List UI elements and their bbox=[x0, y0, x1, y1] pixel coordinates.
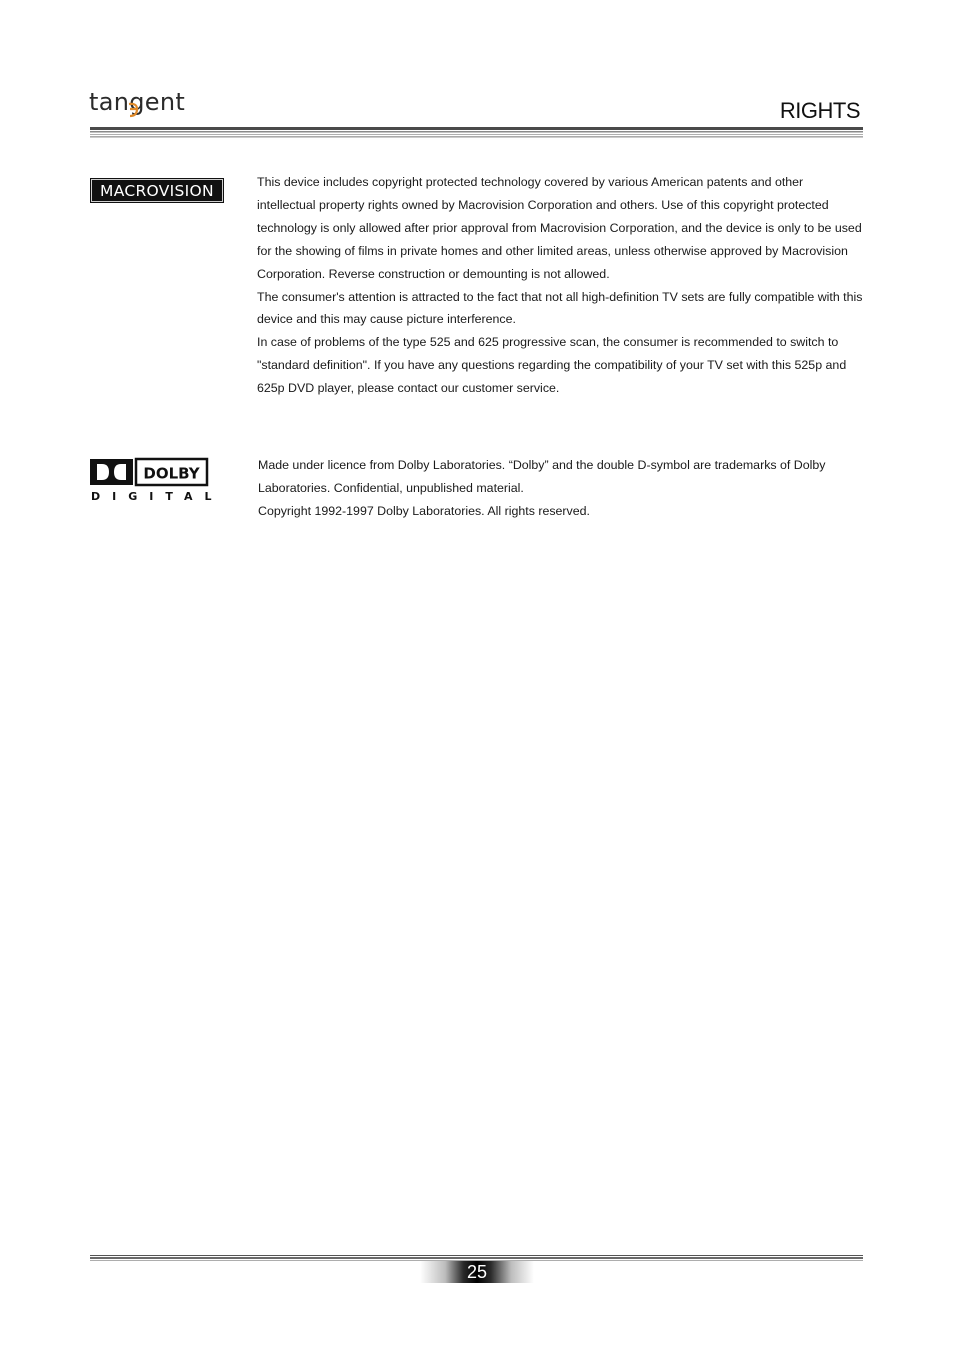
dolby-logo-word: DOLBY bbox=[143, 464, 200, 483]
macrovision-paragraph: The consumer's attention is attracted to the fact that not all high-definition TV sets are fully compatible with this device and this may cause picture interference. bbox=[257, 289, 863, 327]
macrovision-notice bbox=[257, 171, 865, 400]
brand-name: tangent bbox=[89, 88, 186, 116]
page-number: 25 bbox=[466, 1262, 488, 1282]
macrovision-logo bbox=[90, 178, 224, 208]
macrovision-paragraph: In case of problems of the type 525 and 625 progressive scan, the consumer is recommended to switch to "standard definition". If you have any questions regarding the compatibility of your TV set with this 525p and 625p DVD player, please contact our customer service. bbox=[257, 335, 847, 396]
page-number-badge bbox=[420, 1261, 534, 1283]
dolby-digital-logo bbox=[90, 458, 224, 507]
header-divider bbox=[90, 127, 863, 138]
page-title: RIGHTS bbox=[779, 98, 860, 123]
dolby-paragraph: Made under licence from Dolby Laboratories. “Dolby” and the double D-symbol are trademarks of Dolby Laboratories. Confidential, unpublished material. bbox=[258, 458, 826, 495]
dolby-section bbox=[90, 453, 863, 533]
macrovision-paragraph: This device includes copyright protected technology covered by various American patents and other intellectual property rights owned by Macrovision Corporation and others. Use of this copyright protected technology is only allowed after prior approval from Macrovision Corporation, and the device is only to be used for the showing of films in private homes and other limited areas, unless otherwise approved by Macrovision Corporation. Reverse construction or demounting is not allowed. bbox=[257, 175, 862, 281]
dolby-notice bbox=[258, 454, 864, 523]
macrovision-section bbox=[90, 170, 863, 410]
dolby-logo-subtitle: DIGITAL bbox=[91, 490, 224, 503]
macrovision-logo-text: MACROVISION bbox=[100, 182, 214, 200]
dolby-paragraph: Copyright 1992-1997 Dolby Laboratories. All rights reserved. bbox=[258, 503, 590, 518]
double-d-symbol-icon bbox=[90, 459, 133, 485]
tangent-logo bbox=[89, 82, 189, 124]
